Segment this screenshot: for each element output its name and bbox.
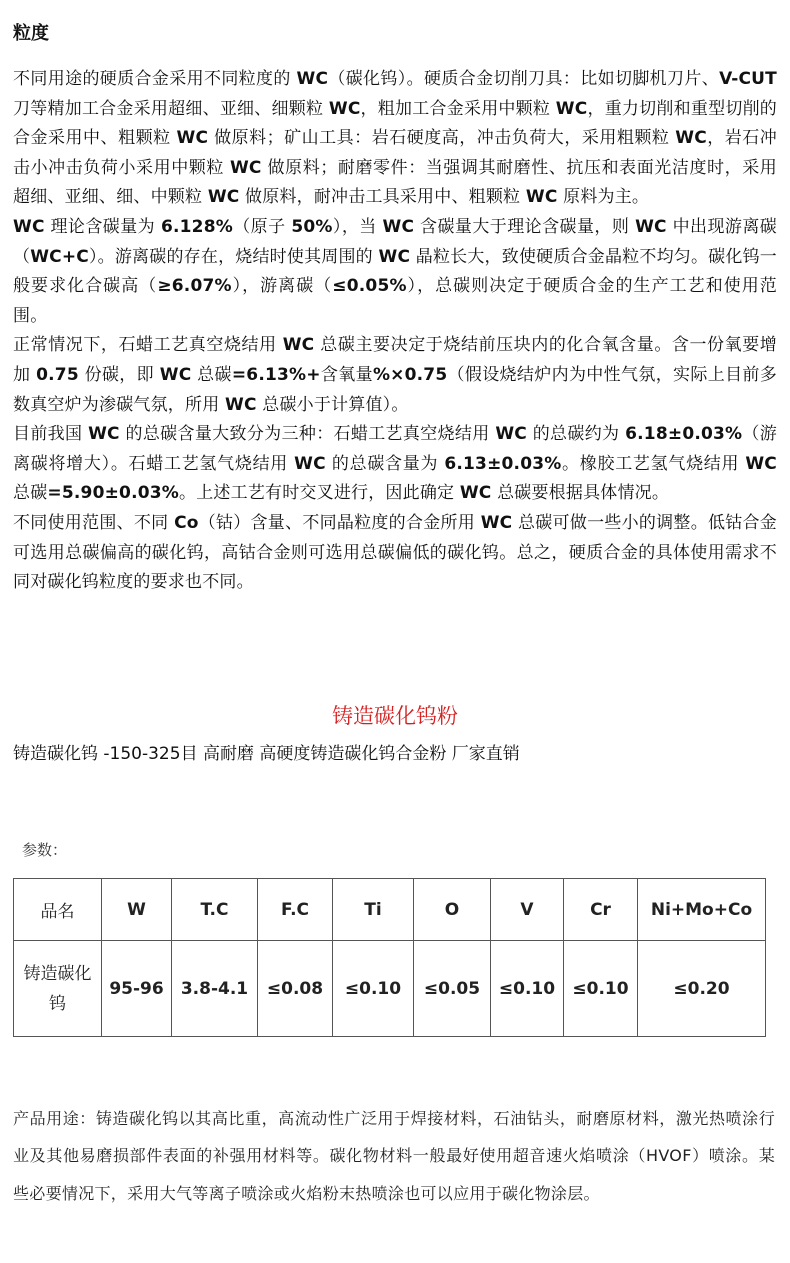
bold-term: WC (159, 364, 192, 385)
bold-term: WC (296, 69, 329, 89)
bold-term: WC (675, 128, 707, 149)
params-label: 参数： (22, 841, 68, 859)
bold-term: WC (282, 335, 315, 356)
bold-term: WC (745, 453, 777, 474)
bold-term: 6.18±0.03% (625, 424, 743, 445)
header-cell: V (491, 879, 564, 941)
bold-term: WC (207, 187, 240, 208)
bold-term: 6.128% (160, 216, 233, 237)
bold-term: Co (174, 512, 199, 533)
table-cell: 铸造碳化钨 (14, 941, 102, 1037)
table-cell: ≤0.08 (258, 941, 333, 1037)
bold-term: ≤0.05% (332, 276, 407, 297)
bold-term: WC (495, 424, 527, 445)
bold-term: 0.75 (36, 364, 79, 385)
table-header-row (14, 879, 766, 941)
table-cell: ≤0.10 (333, 941, 414, 1037)
product-title: 铸造碳化钨粉 (332, 704, 458, 728)
table-cell: ≤0.10 (491, 941, 564, 1037)
table-cell: ≤0.05 (414, 941, 491, 1037)
usage-text: 产品用途：铸造碳化钨以其高比重，高流动性广泛用于焊接材料，石油钻头，耐磨原材料，激光热喷涂行业及其他易磨损部件表面的补强用材料等。碳化物材料一般最好使用超音速火焰喷涂（HVOF）喷涂。某些必要情况下，采用大气等离子喷涂或火焰粉末热喷涂也可以应用于碳化物涂层。 (13, 1109, 775, 1203)
body-text (13, 65, 777, 598)
paragraph: 不同用途的硬质合金采用不同粒度的 WC（碳化钨）。硬质合金切削刀具：比如切脚机刀片、V-CUT 刀等精加工合金采用超细、亚细、细颗粒 WC，粗加工合金采用中颗粒 WC，重力切削和重型切削的合金采用中、粗颗粒 WC 做原料；矿山工具：岩石硬度高，冲击负荷大，采用粗颗粒 WC，岩石冲击小冲击负荷小采用中颗粒 WC 做原料；耐磨零件：当强调其耐磨性、抗压和表面光洁度时，采用超细、亚细、细、中颗粒 WC 做原料，耐冲击工具采用中、粗颗粒 WC 原料为主。 (13, 69, 778, 208)
table-cell: ≤0.20 (638, 941, 766, 1037)
bold-term: WC (635, 216, 667, 237)
bold-term: =5.90±0.03% (47, 483, 180, 504)
bold-term: WC+C (30, 246, 89, 267)
paragraph: 不同使用范围、不同 Co（钴）含量、不同晶粒度的合金所用 WC 总碳可做一些小的调整。低钴合金可选用总碳偏高的碳化钨，高钴合金则可选用总碳偏低的碳化钨。总之，硬质合金的具体使用需求不同对碳化钨粒度的要求也不同。 (13, 512, 777, 593)
table-cell: 95-96 (102, 941, 172, 1037)
bold-term: WC (459, 483, 492, 504)
header-cell: T.C (172, 879, 258, 941)
bold-term: WC (13, 216, 45, 237)
header-cell: Cr (564, 879, 638, 941)
bold-term: =6.13%+ (231, 364, 321, 385)
bold-term: WC (328, 98, 361, 119)
bold-term: ≥6.07% (157, 276, 232, 297)
header-cell: 品名 (14, 879, 102, 941)
bold-term: %×0.75 (372, 364, 448, 385)
bold-term: V-CUT (719, 69, 777, 89)
bold-term: WC (88, 424, 120, 445)
paragraph: 正常情况下，石蜡工艺真空烧结用 WC 总碳主要决定于烧结前压块内的化合氧含量。含一份氧要增加 0.75 份碳，即 WC 总碳=6.13%+含氧量%×0.75（假设烧结炉内为中性气氛，实际上目前多数真空炉为渗碳气氛，所用 WC 总碳小于计算值）。 (13, 335, 777, 415)
spec-table (13, 878, 766, 1037)
paragraph: WC 理论含碳量为 6.128%（原子 50%），当 WC 含碳量大于理论含碳量，则 WC 中出现游离碳（WC+C）。游离碳的存在，烧结时使其周围的 WC 晶粒长大，致使硬质合金晶粒不均匀。碳化钨一般要求化合碳高（≥6.07%），游离碳（≤0.05%），总碳则决定于硬质合金的生产工艺和使用范围。 (13, 216, 777, 326)
header-cell: O (414, 879, 491, 941)
bold-term: WC (382, 216, 415, 237)
bold-term: WC (176, 128, 209, 149)
header-cell: W (102, 879, 172, 941)
header-cell: Ti (333, 879, 414, 941)
table-cell: 3.8-4.1 (172, 941, 258, 1037)
header-cell: Ni+Mo+Co (638, 879, 766, 941)
bold-term: WC (525, 187, 558, 208)
bold-term: 6.13±0.03% (444, 453, 562, 474)
bold-term: 50% (291, 216, 333, 237)
bold-term: WC (555, 98, 588, 119)
header-cell: F.C (258, 879, 333, 941)
table-cell: ≤0.10 (564, 941, 638, 1037)
product-subtitle: 铸造碳化钨 -150-325目 高耐磨 高硬度铸造碳化钨合金粉 厂家直销 (13, 744, 520, 764)
section-heading: 粒度 (13, 23, 49, 44)
bold-term: WC (229, 157, 262, 178)
paragraph: 目前我国 WC 的总碳含量大致分为三种：石蜡工艺真空烧结用 WC 的总碳约为 6.18±0.03%（游离碳将增大）。石蜡工艺氢气烧结用 WC 的总碳含量为 6.13±0.03%。橡胶工艺氢气烧结用 WC 总碳=5.90±0.03%。上述工艺有时交叉进行，因此确定 WC 总碳要根据具体情况。 (13, 424, 777, 504)
table-row (14, 941, 766, 1037)
bold-term: WC (294, 453, 326, 474)
bold-term: WC (378, 246, 411, 267)
bold-term: WC (225, 394, 257, 415)
bold-term: WC (480, 512, 513, 533)
